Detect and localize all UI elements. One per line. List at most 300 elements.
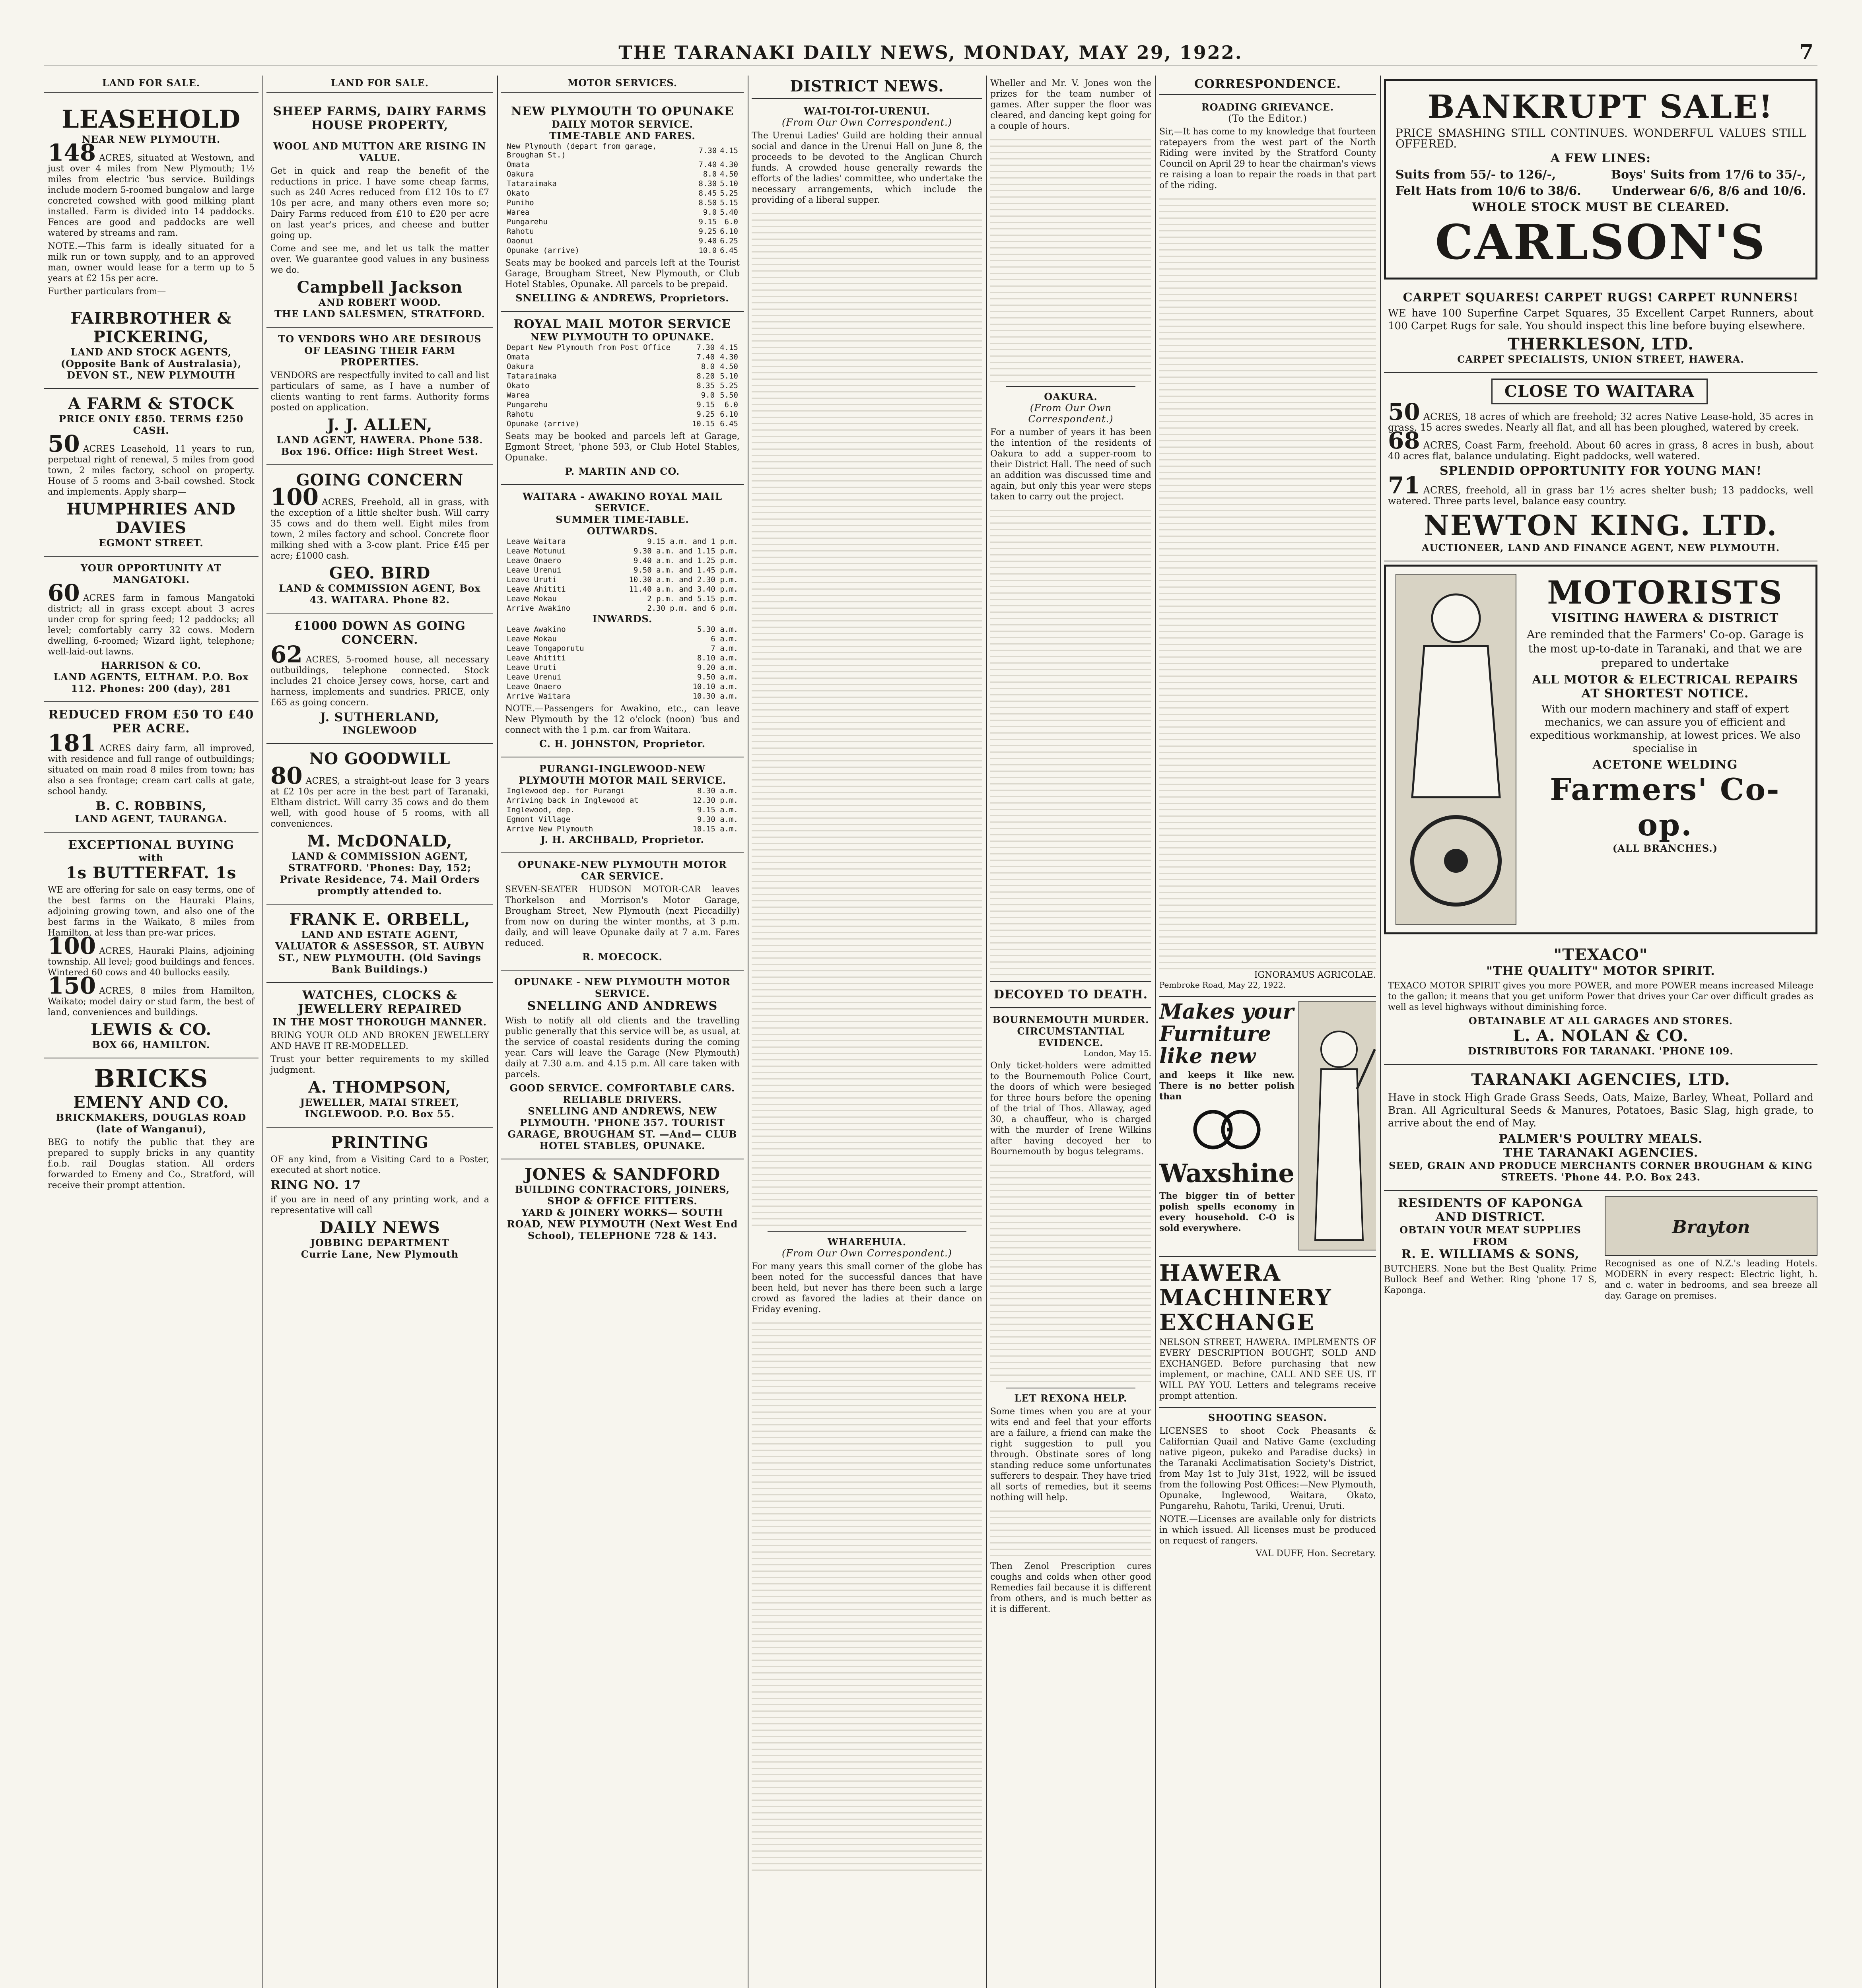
timetable-time: 9.0 — [703, 208, 717, 217]
article-subhead: BOURNEMOUTH MURDER. — [992, 1014, 1149, 1025]
timetable-row — [505, 179, 740, 188]
timetable-time: 10.30 a.m. and 2.30 p.m. — [629, 575, 738, 584]
ad-headline: 1s BUTTERFAT. 1s — [66, 864, 237, 882]
timetable-time: 6.10 — [720, 227, 738, 236]
timetable-time: 7.30 — [698, 146, 717, 155]
timetable-row — [505, 546, 740, 556]
ad-watches — [266, 983, 493, 1128]
timetable-stop: Leave Uruti — [507, 663, 557, 672]
agent-name: LEWIS & CO. — [90, 1020, 212, 1039]
ad-np-opunake — [501, 99, 744, 312]
timetable-row — [505, 815, 740, 824]
ad-title: YOUR OPPORTUNITY AT MANGATOKI. — [80, 562, 222, 585]
timetable-time: 12.30 p.m. — [692, 796, 738, 805]
masthead-title: THE TARANAKI DAILY NEWS, MONDAY, MAY 29, 1922. — [618, 42, 1243, 63]
ad-body: BUTCHERS. None but the Best Quality. Prime Bullock Beef and Wether. Ring 'phone 17 S, Kaponga. — [1384, 1264, 1597, 1295]
timetable — [505, 142, 740, 255]
acreage: 80 — [270, 762, 303, 789]
acreage: 68 — [1388, 427, 1420, 454]
timetable-time: 9.20 a.m. — [697, 663, 738, 672]
timetable-time: 10.15 a.m. — [692, 825, 738, 833]
timetable-time: 8.0 — [701, 362, 715, 371]
acreage: 100 — [48, 932, 96, 959]
timetable-time: 7.40 — [698, 160, 717, 169]
ad-opunake-car — [501, 853, 744, 971]
acreage: 100 — [270, 483, 319, 511]
ad-headline: RING NO. 17 — [270, 1178, 361, 1192]
firm-address: YARD & JOINERY WORKS— SOUTH ROAD, NEW PLYMOUTH (Next West End School), TELEPHONE 728 & 143. — [507, 1207, 738, 1241]
ad-royal-mail — [501, 312, 744, 485]
ad-subtitle: VISITING HAWERA & DISTRICT — [1551, 611, 1779, 625]
ad-title: BRICKS — [94, 1064, 208, 1093]
timetable-stop: Leave Ahititi — [507, 585, 566, 594]
article-body: Wheller and Mr. V. Jones won the prizes for the team number of games. After supper the floor was cleared, and dancing kept going for a couple of hours. — [990, 78, 1151, 131]
firm-address: AUCTIONEER, LAND AND FINANCE AGENT, NEW PLYMOUTH. — [1421, 542, 1780, 553]
agent-address: LAND AND ESTATE AGENT, VALUATOR & ASSESSOR, ST. AUBYN ST., NEW PLYMOUTH. (Old Savings Bank Buildings.) — [275, 929, 484, 975]
timetable-time: 8.50 — [698, 198, 717, 207]
timetable-stop: Oakura — [507, 362, 534, 371]
timetable-row — [505, 604, 740, 613]
firm-name: L. A. NOLAN & CO. — [1513, 1027, 1689, 1045]
column-display-ads — [1384, 76, 1817, 1988]
masthead — [44, 38, 1817, 67]
letter-salutation: (To the Editor.) — [1228, 113, 1307, 124]
firm-name: JONES & SANDFORD — [524, 1165, 720, 1184]
ad-note: Seats may be booked and parcels left at the Tourist Garage, Brougham Street, New Plymouth, or Club Hotel Stables, Opunake. All parcels to be prepaid. — [505, 258, 740, 289]
timetable-time: 6.45 — [720, 419, 738, 428]
ad-bankrupt-sale — [1384, 79, 1817, 280]
timetable — [505, 343, 740, 429]
girl-illustration — [1298, 1001, 1376, 1250]
ad-body: BEG to notify the public that they are prepared to supply bricks in any quantity f.o.b. rail Douglas station. All orders forwarded to Emeny and Co., Stratford, will receive their prompt attention. — [48, 1138, 255, 1190]
notice-signature: VAL DUFF, Hon. Secretary. — [1256, 1549, 1376, 1559]
firm-name: CARLSON'S — [1435, 214, 1767, 270]
firm-name: SNELLING AND ANDREWS — [527, 999, 718, 1013]
timetable — [505, 786, 740, 834]
agent-name: J. J. ALLEN, — [327, 415, 433, 434]
article-place: WHAREHUIA. — [827, 1236, 907, 1248]
timetable-row — [505, 653, 740, 663]
timetable-stop: Leave Awakino — [507, 625, 566, 634]
timetable-row — [505, 198, 740, 208]
timetable-row — [505, 672, 740, 682]
timetable-time: 7.30 — [696, 343, 715, 352]
timetable-row — [505, 160, 740, 169]
ad-title: A FARM & STOCK — [68, 394, 234, 413]
column-correspondence — [1159, 76, 1376, 1988]
ad-title: BANKRUPT SALE! — [1427, 88, 1774, 125]
timetable-stop: Pungarehu — [507, 217, 548, 226]
timetable-time: 5.40 — [720, 208, 738, 217]
ad-snelling-andrews — [501, 971, 744, 1159]
ad-body: ACRES, 8 miles from Hamilton, Waikato; model dairy or stud farm, the best of land, conveniences and buildings. — [48, 986, 255, 1017]
ad-waxshine — [1159, 996, 1376, 1250]
timetable-stop: Leave Ahititi — [507, 654, 566, 662]
ad-title: MOTORISTS — [1547, 574, 1783, 611]
article-byline: (From Our Own Correspondent.) — [781, 1248, 952, 1259]
acreage: 71 — [1388, 472, 1420, 499]
ad-note: Seats may be booked and parcels left at Garage, Egmont Street, 'phone 593, or Club Hotel Stables, Opunake. — [505, 431, 740, 463]
acreage: 50 — [1388, 398, 1420, 425]
column-rule — [986, 76, 987, 1988]
timetable-row — [505, 371, 740, 381]
ad-body: ACRES, situated at Westown, and just over 4 miles from New Plymouth; 1½ miles from electric 'bus service. Buildings include modern 5-roomed bungalow and large concreted cowshed with good milking plant installed. Farm is divided into 14 paddocks. Fences are good and paddocks are well watered by streams and ram. — [48, 153, 255, 238]
timetable-time: 10.10 a.m. — [692, 682, 738, 691]
agent-address: LAND & COMMISSION AGENT, Box 43. WAITARA. Phone 82. — [279, 582, 481, 606]
timetable-time: 5.25 — [720, 189, 738, 198]
article-body: The Urenui Ladies' Guild are holding their annual social and dance in the Urenui Hall on June 8, the proceeds to be devoted to the Anglican Church funds. A crowded house generally rewards the efforts of the ladies' committee, who undertake the necessary arrangements, which include the providing of a liberal supper. — [752, 131, 982, 205]
article-place: OAKURA. — [1044, 391, 1098, 402]
timetable-time: 9.25 — [698, 227, 717, 236]
agent-address: LAND AGENT, HAWERA. Phone 538. Box 196. Office: High Street West. — [276, 434, 483, 457]
timetable-row — [505, 352, 740, 362]
timetable-stop: Omata — [507, 353, 530, 361]
ad-title: WAITARA - AWAKINO ROYAL MAIL SERVICE. — [522, 491, 722, 514]
timetable-row — [505, 796, 740, 805]
article-continuation — [990, 1507, 1151, 1559]
timetable-time: 9.50 a.m. — [697, 673, 738, 681]
ad-subtitle: A FEW LINES: — [1550, 151, 1651, 165]
timetable-row — [505, 142, 740, 160]
timetable-row — [505, 565, 740, 575]
ad-title: ROYAL MAIL MOTOR SERVICE — [513, 317, 731, 331]
ad-bricks — [44, 1058, 259, 1200]
ad-row-bottom — [1384, 1191, 1817, 1304]
ad-carpets — [1384, 285, 1817, 373]
article-body: For many years this small corner of the globe has been noted for the successful dances that have been held, but never has there been such a large crowd as favored the ladies at their dance on Friday evening. — [752, 1262, 982, 1314]
ad-body: ACRES, Freehold, all in grass, with the exception of a little shelter bush. Will carry 35 cows and do them well. Eight miles from town, 2 miles factory and school. Concrete floor milking shed with a 3-cow plant. Price £45 per acre; £1000 cash. — [270, 497, 489, 561]
ad-title: LEASEHOLD — [62, 105, 241, 134]
timetable-time: 2.30 p.m. and 6 p.m. — [647, 604, 738, 613]
ad-title: CLOSE TO WAITARA — [1491, 379, 1708, 404]
column-news-continued — [990, 76, 1151, 1988]
tin-icon — [1191, 1108, 1263, 1151]
timetable-stop: Arriving back in Inglewood at — [507, 796, 639, 805]
timetable-stop: Leave Uruti — [507, 575, 557, 584]
divider — [768, 1231, 966, 1232]
ad-title: SHEEP FARMS, DAIRY FARMS HOUSE PROPERTY, — [273, 105, 487, 132]
agent-address: LAND AGENT, TAURANGA. — [75, 813, 227, 825]
agent-name: HUMPHRIES AND DAVIES — [66, 500, 236, 537]
ad-printing — [266, 1128, 493, 1267]
ad-hawera-machinery — [1159, 1256, 1376, 1402]
timetable-time: 9.25 — [696, 410, 715, 419]
firm-name: THERKLESON, LTD. — [1507, 335, 1694, 353]
ad-headline: GOOD SERVICE. COMFORTABLE CARS. RELIABLE DRIVERS. — [509, 1082, 735, 1105]
ad-vendors — [266, 328, 493, 465]
firm-name: DAILY NEWS — [319, 1218, 440, 1237]
ad-text: WHOLE STOCK MUST BE CLEARED. — [1472, 200, 1730, 214]
ad-subtitle: OUTWARDS. — [587, 525, 658, 537]
timetable-stop: Oaonui — [507, 237, 534, 245]
letter-title: ROADING GRIEVANCE. — [1201, 101, 1334, 113]
ad-subtitle: OBTAIN YOUR MEAT SUPPLIES FROM — [1399, 1224, 1581, 1247]
timetable-time: 4.15 — [720, 343, 738, 352]
firm-trade: BUILDING CONTRACTORS, JOINERS, SHOP & OFFICE FITTERS. — [515, 1184, 730, 1207]
ad-body: WE are offering for sale on easy terms, one of the best farms on the Hauraki Plains, adjoining growing town, and also one of the best farms in the Waikato, 8 miles from Hamilton, at less than pre-war prices. — [48, 885, 255, 938]
ad-body: ACRES, 18 acres of which are freehold; 32 acres Native Lease-hold, 35 acres in grass, 15 acres swedes. Nearly all flat, and all has been ploughed, watered by creek. — [1388, 411, 1813, 433]
firm-address: SNELLING AND ANDREWS, NEW PLYMOUTH. 'PHONE 357. TOURIST GARAGE, BROUGHAM ST. —And— CLUB HOTEL STABLES, OPUNAKE. — [507, 1105, 737, 1151]
ad-body: Trust your better requirements to my skilled judgment. — [270, 1054, 489, 1075]
column-district-news — [752, 76, 982, 1988]
timetable-time: 6 a.m. — [711, 635, 738, 643]
timetable-time: 9.50 a.m. and 1.45 p.m. — [633, 566, 738, 575]
timetable-stop: Leave Onaero — [507, 556, 562, 565]
article-subhead: CIRCUMSTANTIAL EVIDENCE. — [1017, 1025, 1125, 1048]
ad-title: OPUNAKE-NEW PLYMOUTH MOTOR CAR SERVICE. — [518, 859, 727, 882]
article-dateline: London, May 15. — [1083, 1048, 1151, 1058]
ad-body: ACRES dairy farm, all improved, with residence and full range of outbuildings; situated on main road 8 miles from town; has also a sea frontage; cream cart calls at gate, school handy. — [48, 744, 255, 796]
timetable-time: 6.0 — [724, 217, 738, 226]
timetable-time: 8.30 a.m. — [697, 786, 738, 795]
timetable-time: 9.30 a.m. — [697, 815, 738, 824]
ad-body: ACRES farm in famous Mangatoki district; all in grass except about 3 acres under crop for spring feed; 12 paddocks; all level; comfortably carry 32 cows. Modern dwelling, 6-roomed; Wizard light, telephone; well-laid-out lawns. — [48, 593, 255, 657]
notice-body: LICENSES to shoot Cock Pheasants & Californian Quail and Native Game (excluding native pigeon, pukeko and Paradise ducks) in the Taranaki Acclimatisation Society's District, from May 1st to July 31st, 1922, will be issued from the following Post Offices:—New Plymouth, Opunake, Inglewood, Waitara, Okato, Pungarehu, Rahotu, Tariki, Urenui, Uruti. — [1159, 1426, 1376, 1511]
ad-body: Wish to notify all old clients and the travelling public generally that this service will be, as usual, at the service of coastal residents during the coming year. Cars will leave the Garage (New Plymouth) daily at 7.30 a.m. and 4.15 p.m. All care taken with parcels. — [505, 1016, 740, 1079]
firm-address: SEED, GRAIN AND PRODUCE MERCHANTS CORNER BROUGHAM & KING STREETS. 'Phone 44. P.O. Box 243. — [1389, 1160, 1813, 1183]
timetable-time: 8.20 — [696, 372, 715, 381]
ad-jones-sandford — [501, 1159, 744, 1248]
ad-body: ACRES, freehold, all in grass bar 1½ acres shelter bush; 13 paddocks, well watered. Three parts level, balance easy country. — [1388, 485, 1813, 507]
timetable-time: 5.10 — [720, 372, 738, 381]
notice-note: NOTE.—Licenses are available only for districts in which issued. All licenses must be produced on request of rangers. — [1159, 1514, 1376, 1546]
ad-subtitle: INWARDS. — [592, 613, 653, 625]
timetable-time: 4.50 — [720, 362, 738, 371]
timetable-stop: Leave Mokau — [507, 594, 557, 603]
firm-name: TARANAKI AGENCIES, LTD. — [1471, 1070, 1730, 1089]
ad-body: ACRES Leasehold, 11 years to run, perpetual right of renewal, 5 miles from good town, 2 miles factory, school on property. House of 5 rooms and 3-bail cowshed. Stock and implements. Apply sharp— — [48, 444, 255, 497]
timetable-stop: Warea — [507, 391, 530, 400]
timetable-stop: Opunake (arrive) — [507, 419, 580, 428]
ad-body: if you are in need of any printing work, and a representative will call — [270, 1195, 489, 1215]
ad-title: CARPET SQUARES! CARPET RUGS! CARPET RUNNERS! — [1403, 291, 1799, 305]
ad-taranaki-agencies — [1384, 1065, 1817, 1191]
ad-waitara-awakino — [501, 485, 744, 757]
agent-address: LAND & COMMISSION AGENT, STRATFORD. 'Phones: Day, 152; Private Residence, 74. Mail Orders promptly attended to. — [280, 850, 480, 897]
firm-name: HAWERA MACHINERY EXCHANGE — [1159, 1260, 1332, 1336]
article-body: Then Zenol Prescription cures coughs and colds when other good Remedies fail because it is different from others, and is much better as it is different. — [990, 1561, 1151, 1614]
timetable-stop: Leave Motunui — [507, 547, 566, 555]
timetable-stop: Oakura — [507, 170, 534, 179]
timetable-row — [505, 410, 740, 419]
ad-reduced — [44, 702, 259, 833]
timetable-row — [505, 227, 740, 236]
ad-motorists — [1384, 565, 1817, 934]
article-continuation — [752, 1319, 982, 1875]
timetable-stop: Tataraimaka — [507, 372, 557, 381]
timetable-row — [505, 805, 740, 815]
timetable-time: 9.0 — [701, 391, 715, 400]
firm-name: C. H. JOHNSTON, Proprietor. — [539, 738, 706, 749]
agent-name: AND ROBERT WOOD. — [319, 297, 441, 308]
ad-body: VENDORS are respectfully invited to call and list particulars of same, as I have a number of clients wanting to rent farms. Authority forms posted on application. — [270, 371, 489, 413]
timetable-stop: Leave Tongaporutu — [507, 644, 584, 653]
timetable-row — [505, 246, 740, 255]
timetable-time: 4.30 — [720, 160, 738, 169]
timetable-row — [505, 644, 740, 653]
firm-name: J. H. ARCHBALD, Proprietor. — [540, 834, 704, 845]
article-place: WAI-TOI-TOI-URENUI. — [804, 105, 930, 117]
article-continuation — [990, 506, 1151, 975]
timetable-stop: Leave Mokau — [507, 635, 557, 643]
letter-address: Pembroke Road, May 22, 1922. — [1159, 980, 1286, 990]
column-heading: CORRESPONDENCE. — [1159, 76, 1376, 95]
timetable-row — [505, 634, 740, 644]
timetable-row — [505, 575, 740, 584]
ad-subtitle: NEAR NEW PLYMOUTH. — [82, 134, 221, 145]
ad-purangi — [501, 757, 744, 853]
agent-address: LAND AGENTS, ELTHAM. P.O. Box 112. Phones: 200 (day), 281 — [53, 671, 249, 694]
column-land-for-sale-2 — [266, 76, 493, 1988]
divider — [1006, 386, 1135, 387]
agent-address: BOX 66, HAMILTON. — [92, 1039, 210, 1050]
mechanic-illustration — [1396, 574, 1516, 925]
ad-title: PRINTING — [331, 1133, 429, 1152]
timetable-stop: New Plymouth (depart from garage, Brougham St.) — [507, 142, 657, 159]
timetable-time: 8.0 — [703, 170, 717, 179]
timetable-row — [505, 663, 740, 672]
column-rule — [497, 76, 498, 1988]
ad-exceptional-buying — [44, 833, 259, 1058]
timetable-row — [505, 343, 740, 352]
ad-body: ACRES, Hauraki Plains, adjoining township. All level; good buildings and fences. Wintered 60 cows and 40 bullocks easily. — [48, 946, 255, 978]
timetable-row — [505, 691, 740, 701]
ad-subtitle: DAILY MOTOR SERVICE. — [551, 118, 694, 130]
ad-close-to-waitara — [1384, 373, 1817, 561]
ad-body: Recognised as one of N.Z.'s leading Hotels. MODERN in every respect: Electric light, h. and c. water in bedrooms, and sea breeze all day. Garage on premises. — [1605, 1259, 1817, 1301]
timetable-time: 6.10 — [720, 410, 738, 419]
agent-name: M. McDONALD, — [307, 832, 453, 850]
timetable-stop: Rahotu — [507, 410, 534, 419]
firm-address: BRICKMAKERS, DOUGLAS ROAD (late of Wanganui), — [56, 1112, 247, 1135]
timetable-stop: Rahotu — [507, 227, 534, 236]
ad-1000-down — [266, 613, 493, 744]
ad-no-goodwill — [266, 744, 493, 905]
timetable-time: 5.50 — [720, 391, 738, 400]
ad-title: GOING CONCERN — [296, 471, 464, 489]
acreage: 150 — [48, 972, 96, 999]
firm-address: Currie Lane, New Plymouth — [301, 1248, 459, 1260]
timetable-stop: Inglewood, dep. — [507, 806, 575, 814]
ad-body: NELSON STREET, HAWERA. IMPLEMENTS OF EVERY DESCRIPTION BOUGHT, SOLD AND EXCHANGED. Before purchasing that new implement, or machine, CALL AND SEE US. IT WILL PAY YOU. Letters and telegrams receive prompt attention. — [1159, 1338, 1376, 1401]
timetable-time: 7.40 — [696, 353, 715, 361]
firm-name: R. MOECOCK. — [582, 951, 663, 963]
column-rule — [262, 76, 263, 1988]
firm-name: NEWTON KING. LTD. — [1423, 509, 1778, 542]
timetable-stop: Okato — [507, 189, 530, 198]
brand-name: Waxshine — [1159, 1159, 1295, 1188]
firm-name: R. E. WILLIAMS & SONS, — [1401, 1247, 1580, 1261]
timetable-time: 4.30 — [720, 353, 738, 361]
timetable — [505, 625, 740, 701]
column-heading: LAND FOR SALE. — [44, 76, 259, 93]
timetable-row — [505, 594, 740, 604]
firm-name: EMENY AND CO. — [73, 1093, 229, 1112]
article-continuation — [752, 210, 982, 1227]
ad-body: ACRES, a straight-out lease for 3 years at £2 10s per acre in the best part of Taranaki, Eltham district. Will carry 35 cows and do them well, with good house of 5 rooms, with all conveniences. — [270, 776, 489, 829]
hotel-logo: Brayton — [1605, 1196, 1817, 1256]
timetable-time: 10.30 a.m. — [692, 692, 738, 701]
ad-sheep-farms — [266, 99, 493, 328]
timetable-time: 9.40 — [698, 237, 717, 245]
ad-title: NO GOODWILL — [309, 749, 451, 768]
ad-headline: PALMER'S POULTRY MEALS. — [1499, 1132, 1703, 1146]
ad-note: NOTE.—This farm is ideally situated for a milk run or town supply, and to an approved man, owner would lease for a term up to 5 years at £2 15s per acre. — [48, 241, 255, 283]
ad-body: Are reminded that the Farmers' Co-op. Garage is the most up-to-date in Taranaki, and that we are prepared to undertake — [1526, 628, 1804, 670]
ad-body: WE have 100 Superfine Carpet Squares, 35 Excellent Carpet Runners, about 100 Carpet Rugs for sale. You should inspect this line before buying elsewhere. — [1388, 307, 1813, 332]
timetable-time: 6.45 — [720, 246, 738, 255]
acreage: 181 — [48, 730, 96, 757]
ad-note: NOTE.—Passengers for Awakino, etc., can leave New Plymouth by the 12 o'clock (noon) 'bus and connect with the 1 p.m. car from Waitara. — [505, 704, 740, 735]
ad-subtitle: WOOL AND MUTTON ARE RISING IN VALUE. — [273, 140, 486, 163]
agent-name: A. THOMPSON, — [308, 1078, 451, 1097]
timetable-row — [505, 824, 740, 834]
timetable-time: 9.40 a.m. and 1.25 p.m. — [633, 556, 738, 565]
timetable-time: 8.35 — [696, 381, 715, 390]
timetable-stop: Warea — [507, 208, 530, 217]
price-line: Suits from 55/- to 126/-, — [1396, 168, 1556, 182]
timetable-row — [505, 208, 740, 217]
ad-price: PRICE ONLY £850. TERMS £250 CASH. — [58, 413, 244, 436]
timetable-row — [505, 362, 740, 371]
acreage: 148 — [48, 139, 96, 166]
timetable-stop: Arrive New Plymouth — [507, 825, 593, 833]
timetable-time: 6.0 — [724, 400, 738, 409]
timetable-time: 4.50 — [720, 170, 738, 179]
timetable-row — [505, 556, 740, 565]
timetable-time: 8.45 — [698, 189, 717, 198]
timetable-time: 5.30 a.m. — [697, 625, 738, 634]
agent-name: Campbell Jackson — [297, 278, 463, 297]
ad-title: "TEXACO" — [1553, 945, 1648, 964]
agent-name: FRANK E. ORBELL, — [289, 910, 470, 929]
ad-body: ACRES, Coast Farm, freehold. About 60 acres in grass, 8 acres in bush, about 40 acres flat, balance undulating. Eight paddocks, well watered. — [1388, 440, 1813, 462]
notice-shooting-season — [1159, 1407, 1376, 1559]
acreage: 50 — [48, 430, 80, 457]
agent-name: J. SUTHERLAND, — [320, 711, 440, 724]
timetable-stop: Leave Onaero — [507, 682, 562, 691]
timetable-time: 9.30 a.m. and 1.15 p.m. — [633, 547, 738, 555]
article-continuation — [990, 136, 1151, 382]
firm-address: CARPET SPECIALISTS, UNION STREET, HAWERA. — [1457, 353, 1744, 365]
firm-name: THE TARANAKI AGENCIES. — [1503, 1146, 1699, 1160]
timetable-row — [505, 381, 740, 390]
timetable-row — [505, 400, 740, 410]
timetable-time: 10.15 — [692, 419, 715, 428]
ad-body: TEXACO MOTOR SPIRIT gives you more POWER, and more POWER means increased Mileage to the gallon; it means that you get uniform Power that drives your Car over difficult grades as well as level highways without diminishing force. — [1388, 981, 1813, 1012]
ad-title: NEW PLYMOUTH TO OPUNAKE — [511, 105, 734, 118]
agent-address: EGMONT STREET. — [99, 537, 204, 549]
timetable-row — [505, 419, 740, 429]
acreage: 62 — [270, 641, 303, 668]
column-land-for-sale-1 — [44, 76, 259, 1988]
timetable-time: 9.15 — [696, 400, 715, 409]
column-heading: MOTOR SERVICES. — [501, 76, 744, 93]
timetable-time: 8.30 — [698, 179, 717, 188]
ad-text: OBTAINABLE AT ALL GARAGES AND STORES. — [1468, 1015, 1733, 1027]
agent-name: HARRISON & CO. — [101, 660, 201, 671]
timetable-row — [505, 217, 740, 227]
article-headline: DECOYED TO DEATH. — [993, 988, 1148, 1002]
timetable-stop: Omata — [507, 160, 530, 169]
firm-name: P. MARTIN AND CO. — [565, 466, 680, 477]
timetable-time: 9.15 — [698, 217, 717, 226]
ad-headline: ACETONE WELDING — [1592, 758, 1738, 772]
timetable-stop: Opunake (arrive) — [507, 246, 580, 255]
agent-address: INGLEWOOD — [342, 724, 417, 736]
agent-name: B. C. ROBBINS, — [95, 799, 207, 813]
timetable-stop: Leave Urenui — [507, 673, 562, 681]
